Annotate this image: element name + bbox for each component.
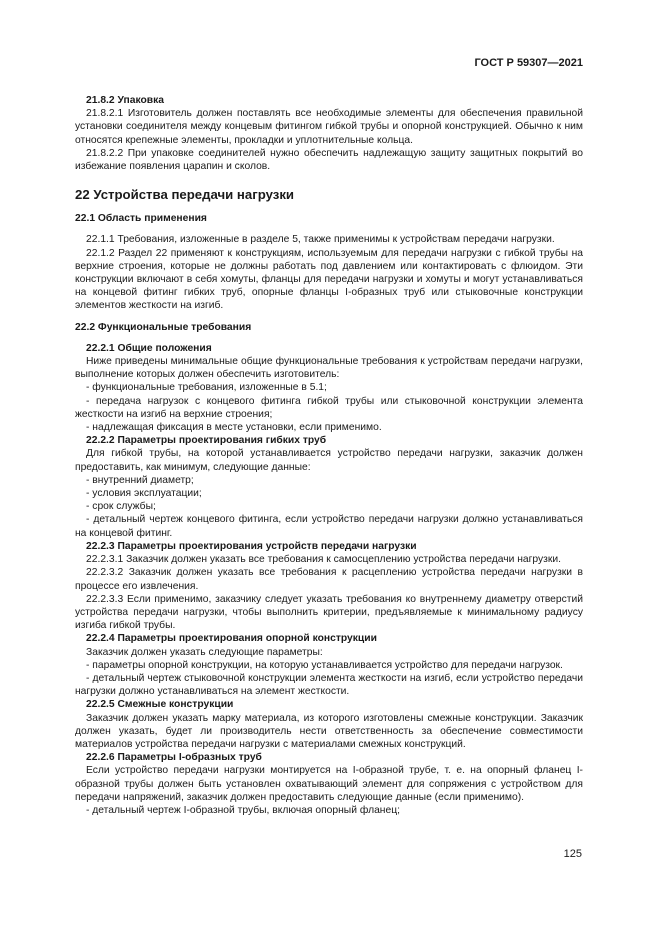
list-item: - параметры опорной конструкции, на которую устанавливается устройство для передачи нагрузок. <box>86 659 563 671</box>
section-22-2-3-heading: 22.2.3 Параметры проектирования устройств передачи нагрузки <box>86 540 417 552</box>
section-22-2-1-heading: 22.2.1 Общие положения <box>86 342 212 354</box>
list-item: - надлежащая фиксация в месте установки, если применимо. <box>86 422 382 434</box>
paragraph-22-2-4-intro: Заказчик должен указать следующие параметры: <box>86 646 323 658</box>
page-number: 125 <box>563 848 582 860</box>
paragraph-22-2-5: Заказчик должен указать марку материала, из которого изготовлены смежные конструкции. Заказчик должен указать, будет ли производитель нести ответственность за обеспечение совместимости материалов устройства передачи нагрузки с материалами смежных конструкций. <box>75 712 583 750</box>
list-item: - условия эксплуатации; <box>86 488 202 500</box>
paragraph-21-8-2-2: 21.8.2.2 При упаковке соединителей нужно обеспечить надлежащую защиту защитных покрытий во избежание появления царапин и сколов. <box>75 147 583 173</box>
section-21-8-2-heading: 21.8.2 Упаковка <box>86 95 164 106</box>
paragraph-22-2-6: Если устройство передачи нагрузки монтируется на I-образной трубе, т. е. на опорный фланец I-образной трубы должен быть установлен охватывающий элемент для сопряжения с устройством для передачи напряжений, заказчик должен предоставить следующие данные (если применимо). <box>75 765 583 803</box>
paragraph-22-2-3-2: 22.2.3.2 Заказчик должен указать все требования к расцеплению устройства передачи нагрузки в процессе его извлечения. <box>75 567 583 592</box>
paragraph-22-1-2: 22.1.2 Раздел 22 применяют к конструкциям, используемым для передачи нагрузки с гибкой трубы на верхние строения, которые не должны работать под давлением или контактировать с флюидом. Эти конструкции включают в себя хомуты, фланцы для передачи нагрузки и хомуты и могут устанавливаться на концевой фитинг гибких труб, опорные фланцы I-образных труб или стыковочные конструкции элементов жесткости на изгиб. <box>75 247 583 312</box>
list-item: - срок службы; <box>86 501 156 513</box>
list-item: - детальный чертеж стыковочной конструкции элемента жесткости на изгиб, если устройство передачи нагрузки должно устанавливаться на элемент жесткости. <box>75 672 583 698</box>
document-body <box>75 94 583 817</box>
section-22-2-2-heading: 22.2.2 Параметры проектирования гибких труб <box>86 435 327 447</box>
paragraph-22-2-3-3: 22.2.3.3 Если применимо, заказчику следует указать требования ко внутреннему диаметру отверстий устройства передачи нагрузки, чтобы выполнить критерии, предъявляемые к минимальному радиусу изгиба гибкой трубы. <box>75 593 583 632</box>
list-item: - внутренний диаметр; <box>86 474 194 486</box>
document-header: ГОСТ Р 59307—2021 <box>474 57 583 69</box>
section-22-2-6-heading: 22.2.6 Параметры I-образных труб <box>86 752 262 764</box>
section-22-2-heading: 22.2 Функциональные требования <box>75 321 252 333</box>
paragraph-22-1-1: 22.1.1 Требования, изложенные в разделе 5, также применимы к устройствам передачи нагрузки. <box>86 234 555 246</box>
list-item: - функциональные требования, изложенные в 5.1; <box>86 382 327 394</box>
paragraph-22-2-3-1: 22.2.3.1 Заказчик должен указать все требования к самосцеплению устройства передачи нагрузки. <box>86 554 562 566</box>
section-22-2-4-heading: 22.2.4 Параметры проектирования опорной конструкции <box>86 633 377 645</box>
paragraph-22-2-2-intro: Для гибкой трубы, на которой устанавливается устройство передачи нагрузки, заказчик должен предоставить, как минимум, следующие данные: <box>75 448 583 473</box>
section-22-1-heading: 22.1 Область применения <box>75 213 207 225</box>
list-item: - детальный чертеж I-образной трубы, включая опорный фланец; <box>86 804 400 816</box>
paragraph-21-8-2-1: 21.8.2.1 Изготовитель должен поставлять все необходимые элементы для обеспечения правильной установки соединителя между концевым фитингом гибкой трубы и опорной конструкцией. Обычно к ним относятся крепежные элементы, прокладки и уплотнительные кольца. <box>75 108 583 146</box>
list-item: - передача нагрузок с концевого фитинга гибкой трубы или стыковочной конструкции элемента жесткости на изгиб на верхние строения; <box>75 395 583 420</box>
paragraph-22-2-1-intro: Ниже приведены минимальные общие функциональные требования к устройствам передачи нагрузки, выполнение которых должен обеспечить изготовитель: <box>75 356 583 381</box>
list-item: - детальный чертеж концевого фитинга, если устройство передачи нагрузки должно устанавливаться на концевой фитинг. <box>75 514 583 539</box>
section-22-heading: 22 Устройства передачи нагрузки <box>75 187 295 203</box>
section-22-2-5-heading: 22.2.5 Смежные конструкции <box>86 699 234 711</box>
